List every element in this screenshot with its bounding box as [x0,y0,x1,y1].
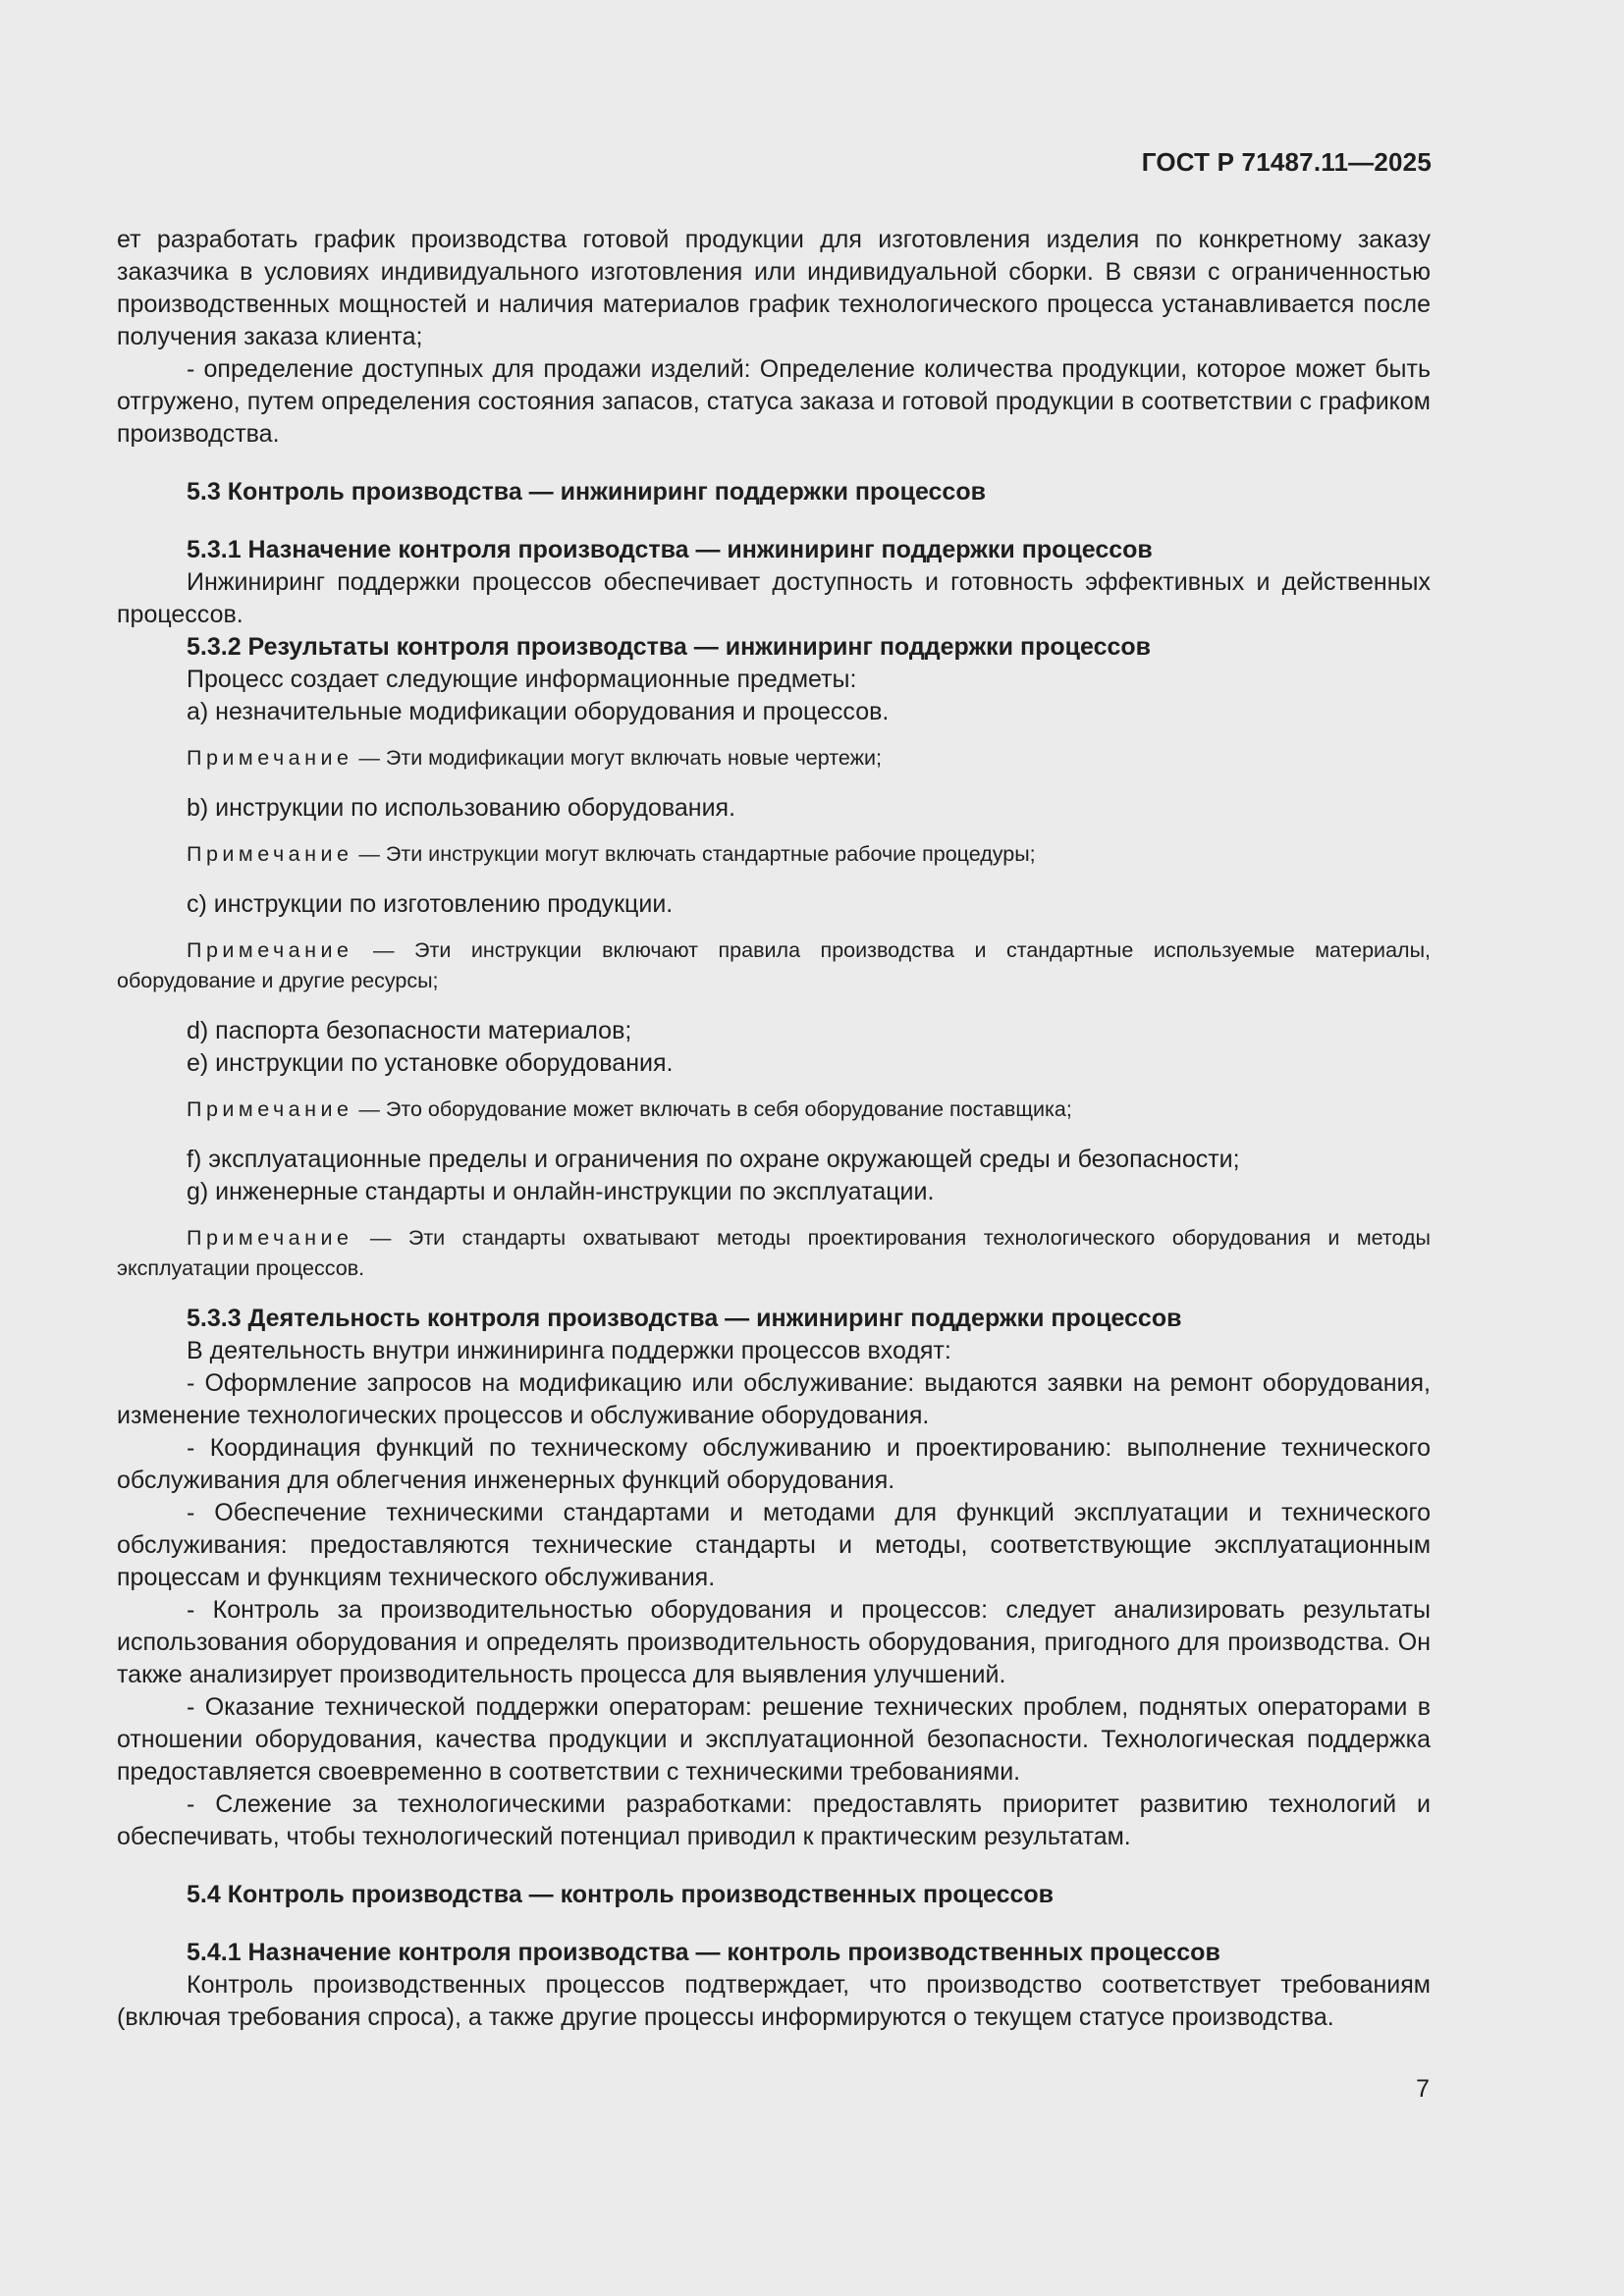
paragraph-continuation: ет разработать график производства готовой продукции для изготовления изделия по конкретному заказу заказчика в условиях индивидуального изготовления или индивидуальной сборки. В связи с ограниченностью производственных мощностей и наличия материалов график технологического процесса устанавливается после получения заказа клиента; [117,226,1431,350]
note-label: Примечание [187,746,353,770]
list-item-c: c) инструкции по изготовлению продукции. [187,890,674,918]
activity-item: - Слежение за технологическими разработками: предоставлять приоритет развитию технологий и обеспечивать, чтобы технологический потенциал приводил к практическим результатам. [117,1790,1431,1850]
paragraph-available-to-sell: - определение доступных для продажи изделий: Определение количества продукции, которое может быть отгружено, путем определения состояния запасов, статуса заказа и готовой продукции в соответствии с графиком производства. [117,355,1431,448]
section-5-3-2-intro: Процесс создает следующие информационные предметы: [187,666,857,693]
section-heading-5-3: 5.3 Контроль производства — инжиниринг поддержки процессов [187,478,986,506]
note-b [117,839,1431,870]
list-item-a: a) незначительные модификации оборудования и процессов. [187,698,890,725]
note-text: — Эти стандарты охватывают методы проектирования технологического оборудования и методы эксплуатации процессов. [117,1226,1431,1280]
note-label: Примечание [187,1226,353,1250]
note-e [117,1095,1431,1125]
section-5-3-1-text: Инжиниринг поддержки процессов обеспечивает доступность и готовность эффективных и действенных процессов. [117,568,1431,628]
note-label: Примечание [187,938,353,962]
note-c [117,935,1431,996]
note-text: — Эти модификации могут включать новые чертежи; [352,746,882,770]
section-5-4-1-text: Контроль производственных процессов подтверждает, что производство соответствует требованиям (включая требования спроса), а также другие процессы информируются о текущем статусе производства. [117,1971,1431,2031]
page-number: 7 [1416,2075,1430,2103]
activity-item: - Оформление запросов на модификацию или обслуживание: выдаются заявки на ремонт оборудования, изменение технологических процессов и обслуживание оборудования. [117,1369,1431,1429]
section-heading-5-3-1: 5.3.1 Назначение контроля производства — инжиниринг поддержки процессов [187,536,1153,563]
section-heading-5-4: 5.4 Контроль производства — контроль производственных процессов [187,1881,1055,1908]
page-content [117,224,1431,2034]
section-heading-5-3-3: 5.3.3 Деятельность контроля производства — инжиниринг поддержки процессов [187,1305,1182,1332]
section-heading-5-3-2: 5.3.2 Результаты контроля производства — инжиниринг поддержки процессов [187,633,1152,661]
note-text: — Это оборудование может включать в себя оборудование поставщика; [352,1097,1072,1121]
document-code-header: ГОСТ Р 71487.11—2025 [1141,147,1432,177]
section-heading-5-4-1: 5.4.1 Назначение контроля производства — контроль производственных процессов [187,1939,1220,1966]
list-item-b: b) инструкции по использованию оборудования. [187,794,736,822]
activity-item: - Контроль за производительностью оборудования и процессов: следует анализировать результаты использования оборудования и определять производительность оборудования, пригодного для производства. Он также анализирует производительность процесса для выявления улучшений. [117,1596,1431,1688]
activity-item: - Обеспечение техническими стандартами и методами для функций эксплуатации и технического обслуживания: предоставляются технические стандарты и методы, соответствующие эксплуатационным процессам и функциям технического обслуживания. [117,1499,1431,1591]
section-5-3-3-intro: В деятельность внутри инжиниринга поддержки процессов входят: [187,1337,951,1364]
list-item-g: g) инженерные стандарты и онлайн-инструкции по эксплуатации. [187,1178,935,1205]
list-item-f: f) эксплуатационные пределы и ограничения по охране окружающей среды и безопасности; [187,1146,1240,1173]
note-text: — Эти инструкции включают правила производства и стандартные используемые материалы, оборудование и другие ресурсы; [117,938,1431,992]
list-item-d: d) паспорта безопасности материалов; [187,1017,632,1044]
note-g [117,1223,1431,1284]
activity-item: - Координация функций по техническому обслуживанию и проектированию: выполнение технического обслуживания для облегчения инженерных функций оборудования. [117,1434,1431,1494]
note-label: Примечание [187,1097,353,1121]
note-text: — Эти инструкции могут включать стандартные рабочие процедуры; [352,842,1036,866]
list-item-e: e) инструкции по установке оборудования. [187,1049,674,1077]
note-a [117,743,1431,774]
activity-item: - Оказание технической поддержки операторам: решение технических проблем, поднятых операторами в отношении оборудования, качества продукции и эксплуатационной безопасности. Технологическая поддержка предоставляется своевременно в соответствии с техническими требованиями. [117,1693,1431,1786]
note-label: Примечание [187,842,353,866]
